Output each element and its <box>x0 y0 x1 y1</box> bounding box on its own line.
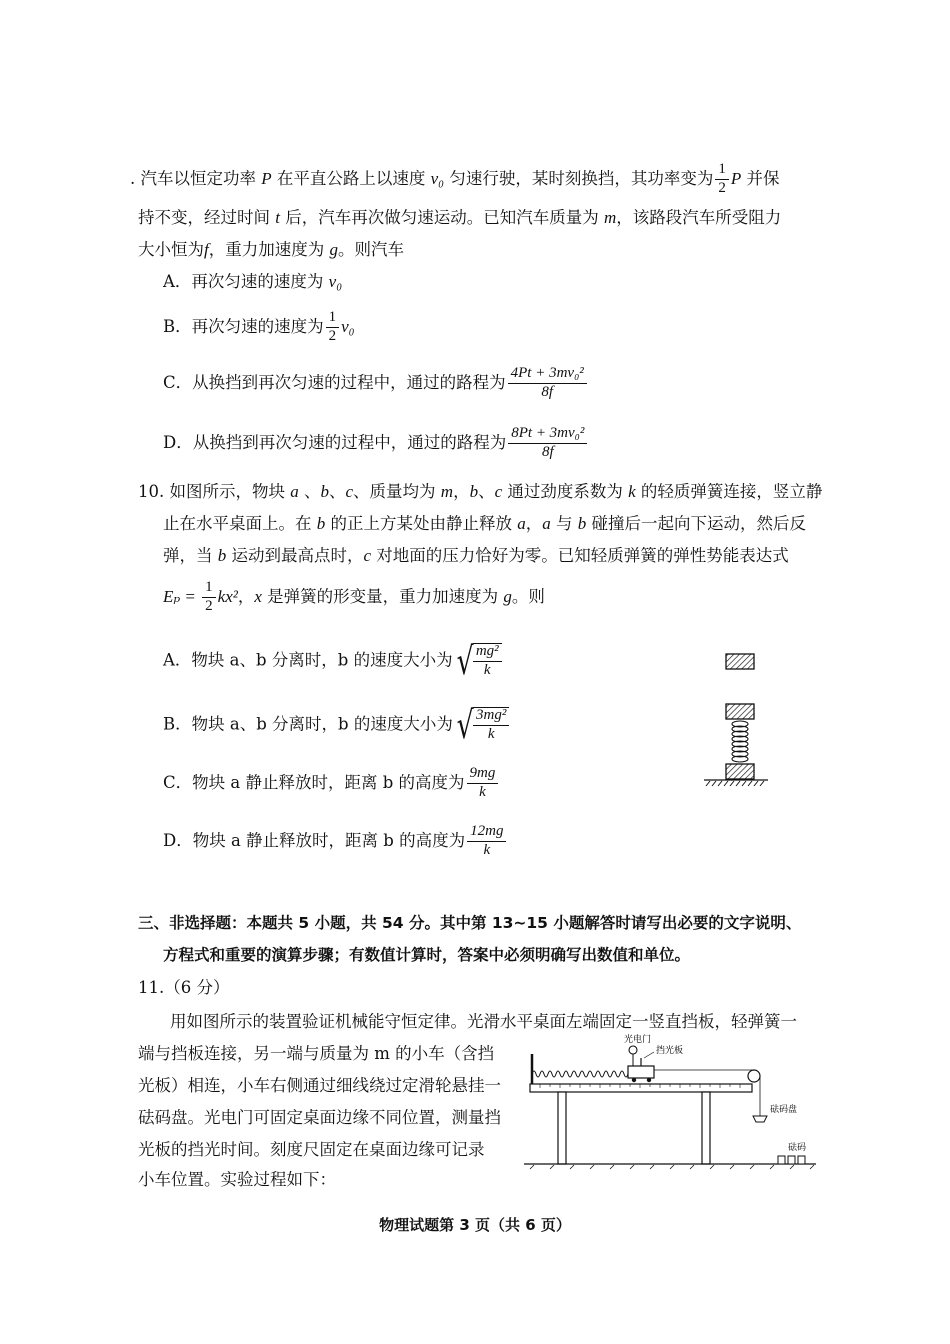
svg-text:砝码: 砝码 <box>788 1143 807 1153</box>
q11-line1: 用如图所示的装置验证机械能守恒定律。光滑水平桌面左端固定一竖直挡板，轻弹簧一 <box>170 1012 797 1031</box>
q10-option-c: C．物块 a 静止释放时，距离 b 的高度为 $\frac{9mg}{k}$ <box>163 766 500 801</box>
pulley <box>748 1070 760 1082</box>
q10-stem-line3: 弹，当 b 运动到最高点时，c 对地面的压力恰好为零。已知轻质弹簧的弹性势能表达式 <box>163 546 789 565</box>
section3-line2: 方程式和重要的演算步骤；有数值计算时，答案中必须明确写出数值和单位。 <box>163 946 691 964</box>
svg-text:砝码盘: 砝码盘 <box>770 1105 798 1115</box>
q11-line6: 小车位置。实验过程如下： <box>138 1170 336 1189</box>
q9-option-a: A．再次匀速的速度为 v₀ <box>163 272 343 291</box>
block-b <box>726 704 754 719</box>
photogate <box>629 1046 637 1054</box>
spring <box>732 721 748 762</box>
q10-option-d: D．物块 a 静止释放时，距离 b 的高度为 $\frac{12mg}{k}$ <box>163 824 508 859</box>
cart <box>628 1066 654 1078</box>
spring <box>532 1071 628 1077</box>
q9-option-c: C．从换挡到再次匀速的过程中，通过的路程为 $\frac{\text{4Pt + 3mv₀²}}{8f}$ <box>163 366 589 401</box>
weights <box>778 1156 805 1164</box>
q11-apparatus-figure <box>520 1032 820 1172</box>
svg-text:光电门: 光电门 <box>624 1035 652 1045</box>
q11-line2: 端与挡板连接，另一端与质量为 m 的小车（含挡 <box>138 1044 495 1063</box>
page-footer: 物理试题第 3 页（共 6 页） <box>379 1216 571 1234</box>
q10-stem-line4: Eₚ = $\frac{1}{2}$ kx²，x 是弹簧的形变量，重力加速度为 g。则 <box>163 579 545 614</box>
q9-half-fraction: $\frac{1}{2}$ <box>715 162 729 197</box>
q10-stem-line2: 止在水平桌面上。在 b 的正上方某处由静止释放 a，a 与 b 碰撞后一起向下运动，然后反 <box>163 514 806 533</box>
q10-stem-line1: 10. 如图所示，物块 a 、b、c、质量均为 m，b、c 通过劲度系数为 k 的轻质弹簧连接，竖立静 <box>138 482 823 501</box>
q11-title: 11.（6 分） <box>138 978 230 997</box>
q10-option-a: A．物块 a、b 分离时，b 的速度大小为 √ $\frac{\text{mg²}}{k}$ <box>163 642 504 680</box>
q9-stem-line2: 持不变，经过时间 t 后，汽车再次做匀速运动。已知汽车质量为 m，该路段汽车所受阻力 <box>138 208 782 227</box>
q11-line4: 砝码盘。光电门可固定桌面边缘不同位置，测量挡 <box>138 1108 501 1127</box>
q10-option-b: B．物块 a、b 分离时，b 的速度大小为 √ $\frac{\text{3mg²}}{k}$ <box>163 706 511 744</box>
weight-pan <box>753 1116 767 1122</box>
table-top <box>530 1084 752 1092</box>
block-c <box>726 764 754 779</box>
q11-line3: 光板）相连，小车右侧通过细线绕过定滑轮悬挂一 <box>138 1076 501 1095</box>
q9-option-d: D．从换挡到再次匀速的过程中，通过的路程为 $\frac{\text{8Pt + 3mv₀²}}{8f}$ <box>163 426 589 461</box>
section3-line1: 三、非选择题：本题共 5 小题，共 54 分。其中第 13~15 小题解答时请写出必要的文字说明、 <box>138 914 802 932</box>
q10-spring-blocks-figure <box>700 648 770 788</box>
q9-stem-line3: 大小恒为f，重力加速度为 g。则汽车 <box>138 240 404 259</box>
q9-stem-line1: . 汽车以恒定功率 P 在平直公路上以速度 v₀ 匀速行驶，某时刻换挡，其功率变为 $\frac{1}{2}$ P 并保 <box>130 161 780 196</box>
q9-option-b: B．再次匀速的速度为 $\frac{1}{2}$ v₀ <box>163 309 355 344</box>
q11-line5: 光板的挡光时间。刻度尺固定在桌面边缘可记录 <box>138 1140 485 1159</box>
svg-text:挡光板: 挡光板 <box>656 1046 684 1056</box>
block-a <box>726 654 754 669</box>
